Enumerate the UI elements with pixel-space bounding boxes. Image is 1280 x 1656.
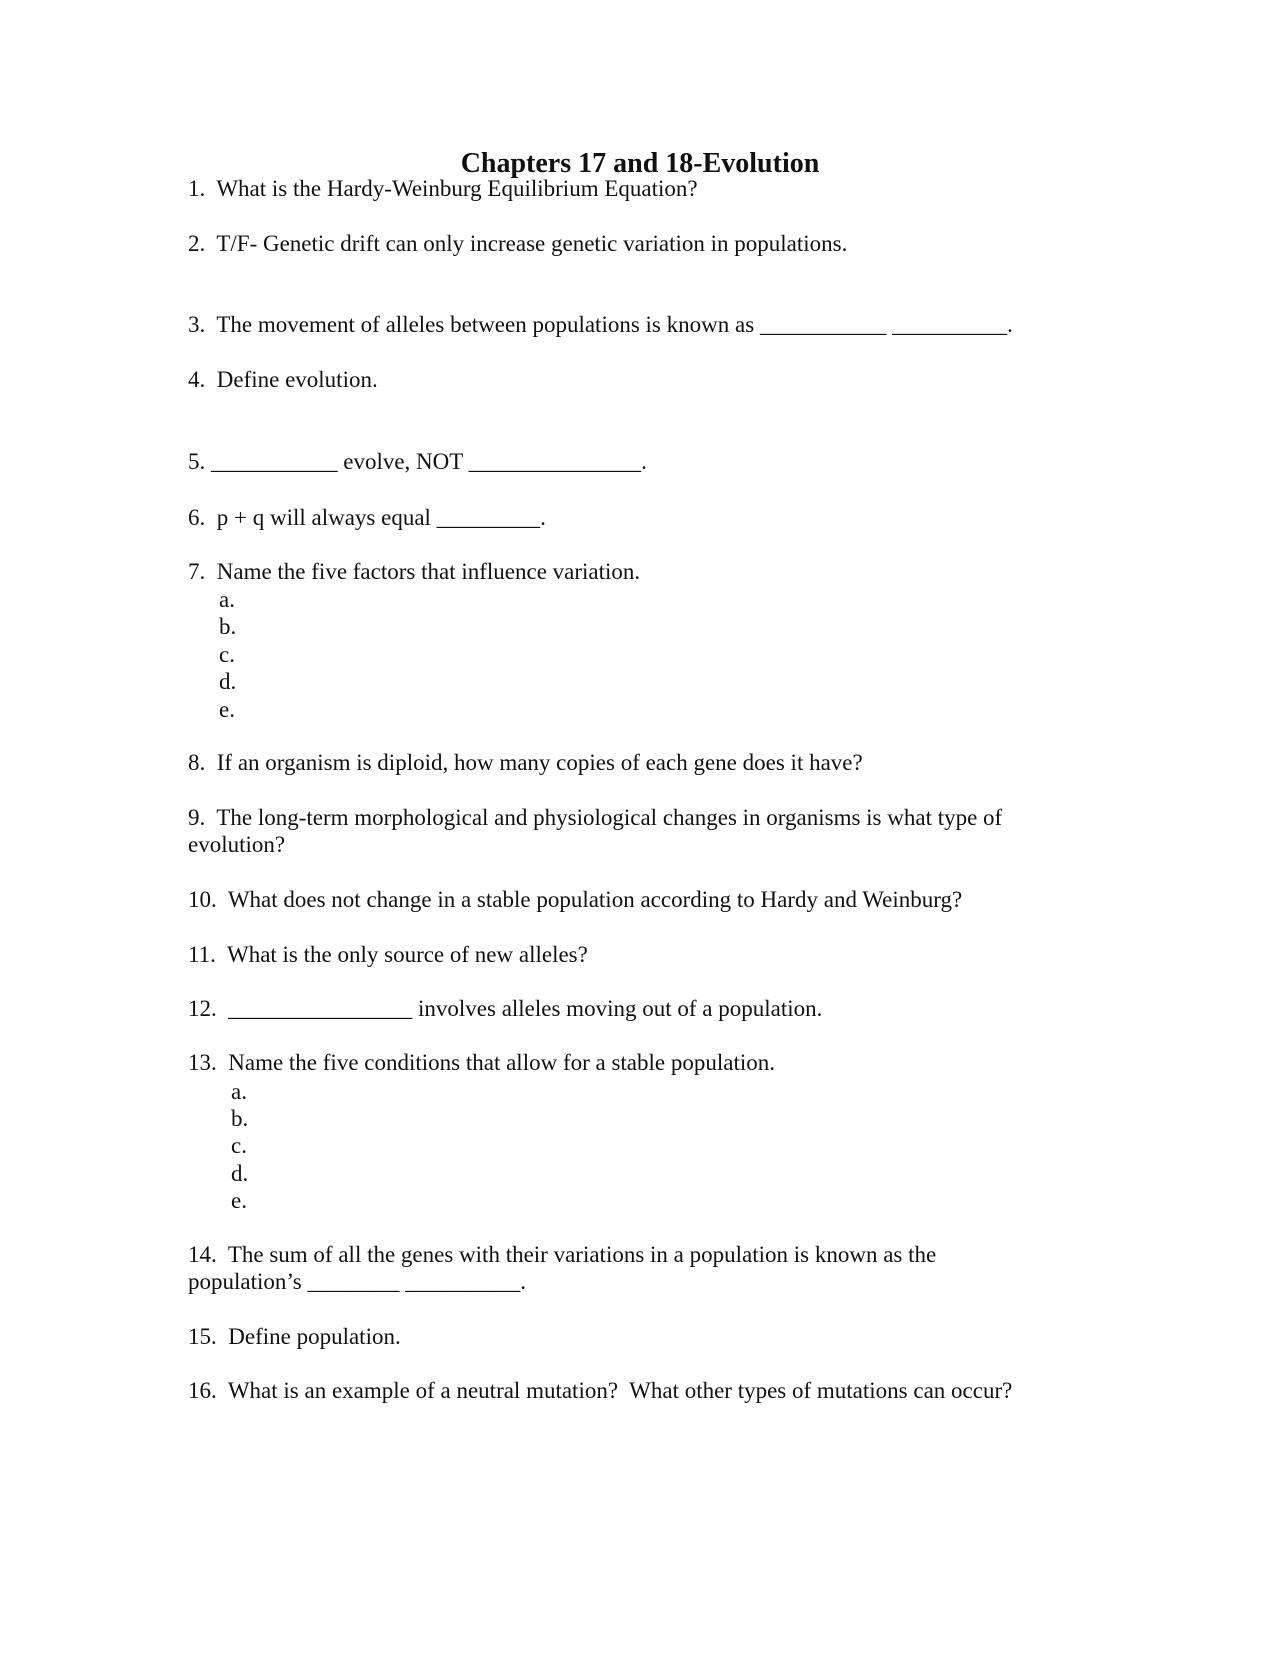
question-13-option-b: b. [231,1106,249,1131]
question-14-line-2: population’s ________ __________. [188,1269,526,1294]
question-14-line-1: 14. The sum of all the genes with their variations in a population is known as the [188,1242,937,1267]
question-15: 15. Define population. [188,1324,401,1349]
question-13-option-a: a. [231,1079,247,1104]
question-7-option-b: b. [219,614,237,639]
question-16: 16. What is an example of a neutral mutation? What other types of mutations can occur? [188,1378,1013,1403]
question-7: 7. Name the five factors that influence variation. [188,559,641,584]
question-10: 10. What does not change in a stable population according to Hardy and Weinburg? [188,887,963,912]
question-13-option-e: e. [231,1188,247,1213]
question-7-option-e: e. [219,697,235,722]
question-7-option-c: c. [219,642,235,667]
question-4: 4. Define evolution. [188,367,378,392]
question-5: 5. ___________ evolve, NOT _______________. [188,449,647,474]
question-11: 11. What is the only source of new alleles? [188,942,588,967]
question-1: 1. What is the Hardy-Weinburg Equilibrium Equation? [188,176,698,201]
question-8: 8. If an organism is diploid, how many copies of each gene does it have? [188,750,863,775]
page-title: Chapters 17 and 18-Evolution [460,148,820,179]
question-13-option-d: d. [231,1161,249,1186]
question-6: 6. p + q will always equal _________. [188,505,546,530]
question-9-line-2: evolution? [188,832,286,857]
question-3: 3. The movement of alleles between populations is known as ___________ __________. [188,312,1013,337]
question-13: 13. Name the five conditions that allow for a stable population. [188,1050,775,1075]
question-13-option-c: c. [231,1133,247,1158]
question-7-option-d: d. [219,669,237,694]
question-7-option-a: a. [219,587,235,612]
question-9-line-1: 9. The long-term morphological and physiological changes in organisms is what type of [188,805,1003,830]
question-12: 12. ________________ involves alleles moving out of a population. [188,996,823,1021]
question-2: 2. T/F- Genetic drift can only increase genetic variation in populations. [188,231,848,256]
